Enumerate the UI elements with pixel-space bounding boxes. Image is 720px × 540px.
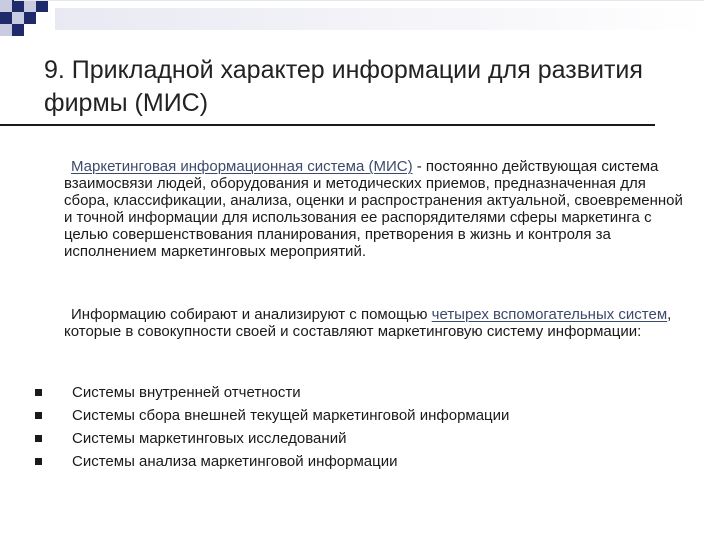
title-underline <box>0 124 655 126</box>
collection-accent: четырех вспомогательных систем <box>431 306 668 323</box>
square-bullet-icon <box>35 435 42 442</box>
systems-list <box>35 381 509 473</box>
list-item <box>35 427 509 450</box>
square-bullet-icon <box>35 412 42 419</box>
definition-paragraph <box>64 158 684 260</box>
collection-lead: Информацию собирают и анализируют с помощью <box>71 306 432 323</box>
square-bullet-icon <box>35 458 42 465</box>
definition-term: Маркетинговая информационная система (МИС) <box>71 158 413 175</box>
square-bullet-icon <box>35 389 42 396</box>
top-rule <box>14 0 704 1</box>
list-item <box>35 404 509 427</box>
collection-paragraph <box>64 306 684 340</box>
collection-tail: , которые в совокупности своей и составляют маркетинговую систему информации: <box>64 306 672 340</box>
corner-decoration <box>0 0 60 40</box>
header-band <box>55 8 705 30</box>
list-item <box>35 381 509 404</box>
definition-text: - постоянно действующая система взаимосвязи людей, оборудования и методических приемов, предназначенная для сбора, классификации, анализа, оценки и распространения актуальной, своевременной и точной информации для использования ее распорядителями сферы маркетинга с целью совершенствования планирования, претворения в жизнь и контроля за исполнением маркетинговых мероприятий. <box>64 158 683 260</box>
list-item <box>35 450 509 473</box>
list-item-text: Системы внутренней отчетности <box>72 384 301 401</box>
list-item-text: Системы анализа маркетинговой информации <box>72 453 398 470</box>
list-item-text: Системы маркетинговых исследований <box>72 430 347 447</box>
slide-title: 9. Прикладной характер информации для развития фирмы (МИС) <box>44 56 643 117</box>
list-item-text: Системы сбора внешней текущей маркетинговой информации <box>72 407 510 424</box>
